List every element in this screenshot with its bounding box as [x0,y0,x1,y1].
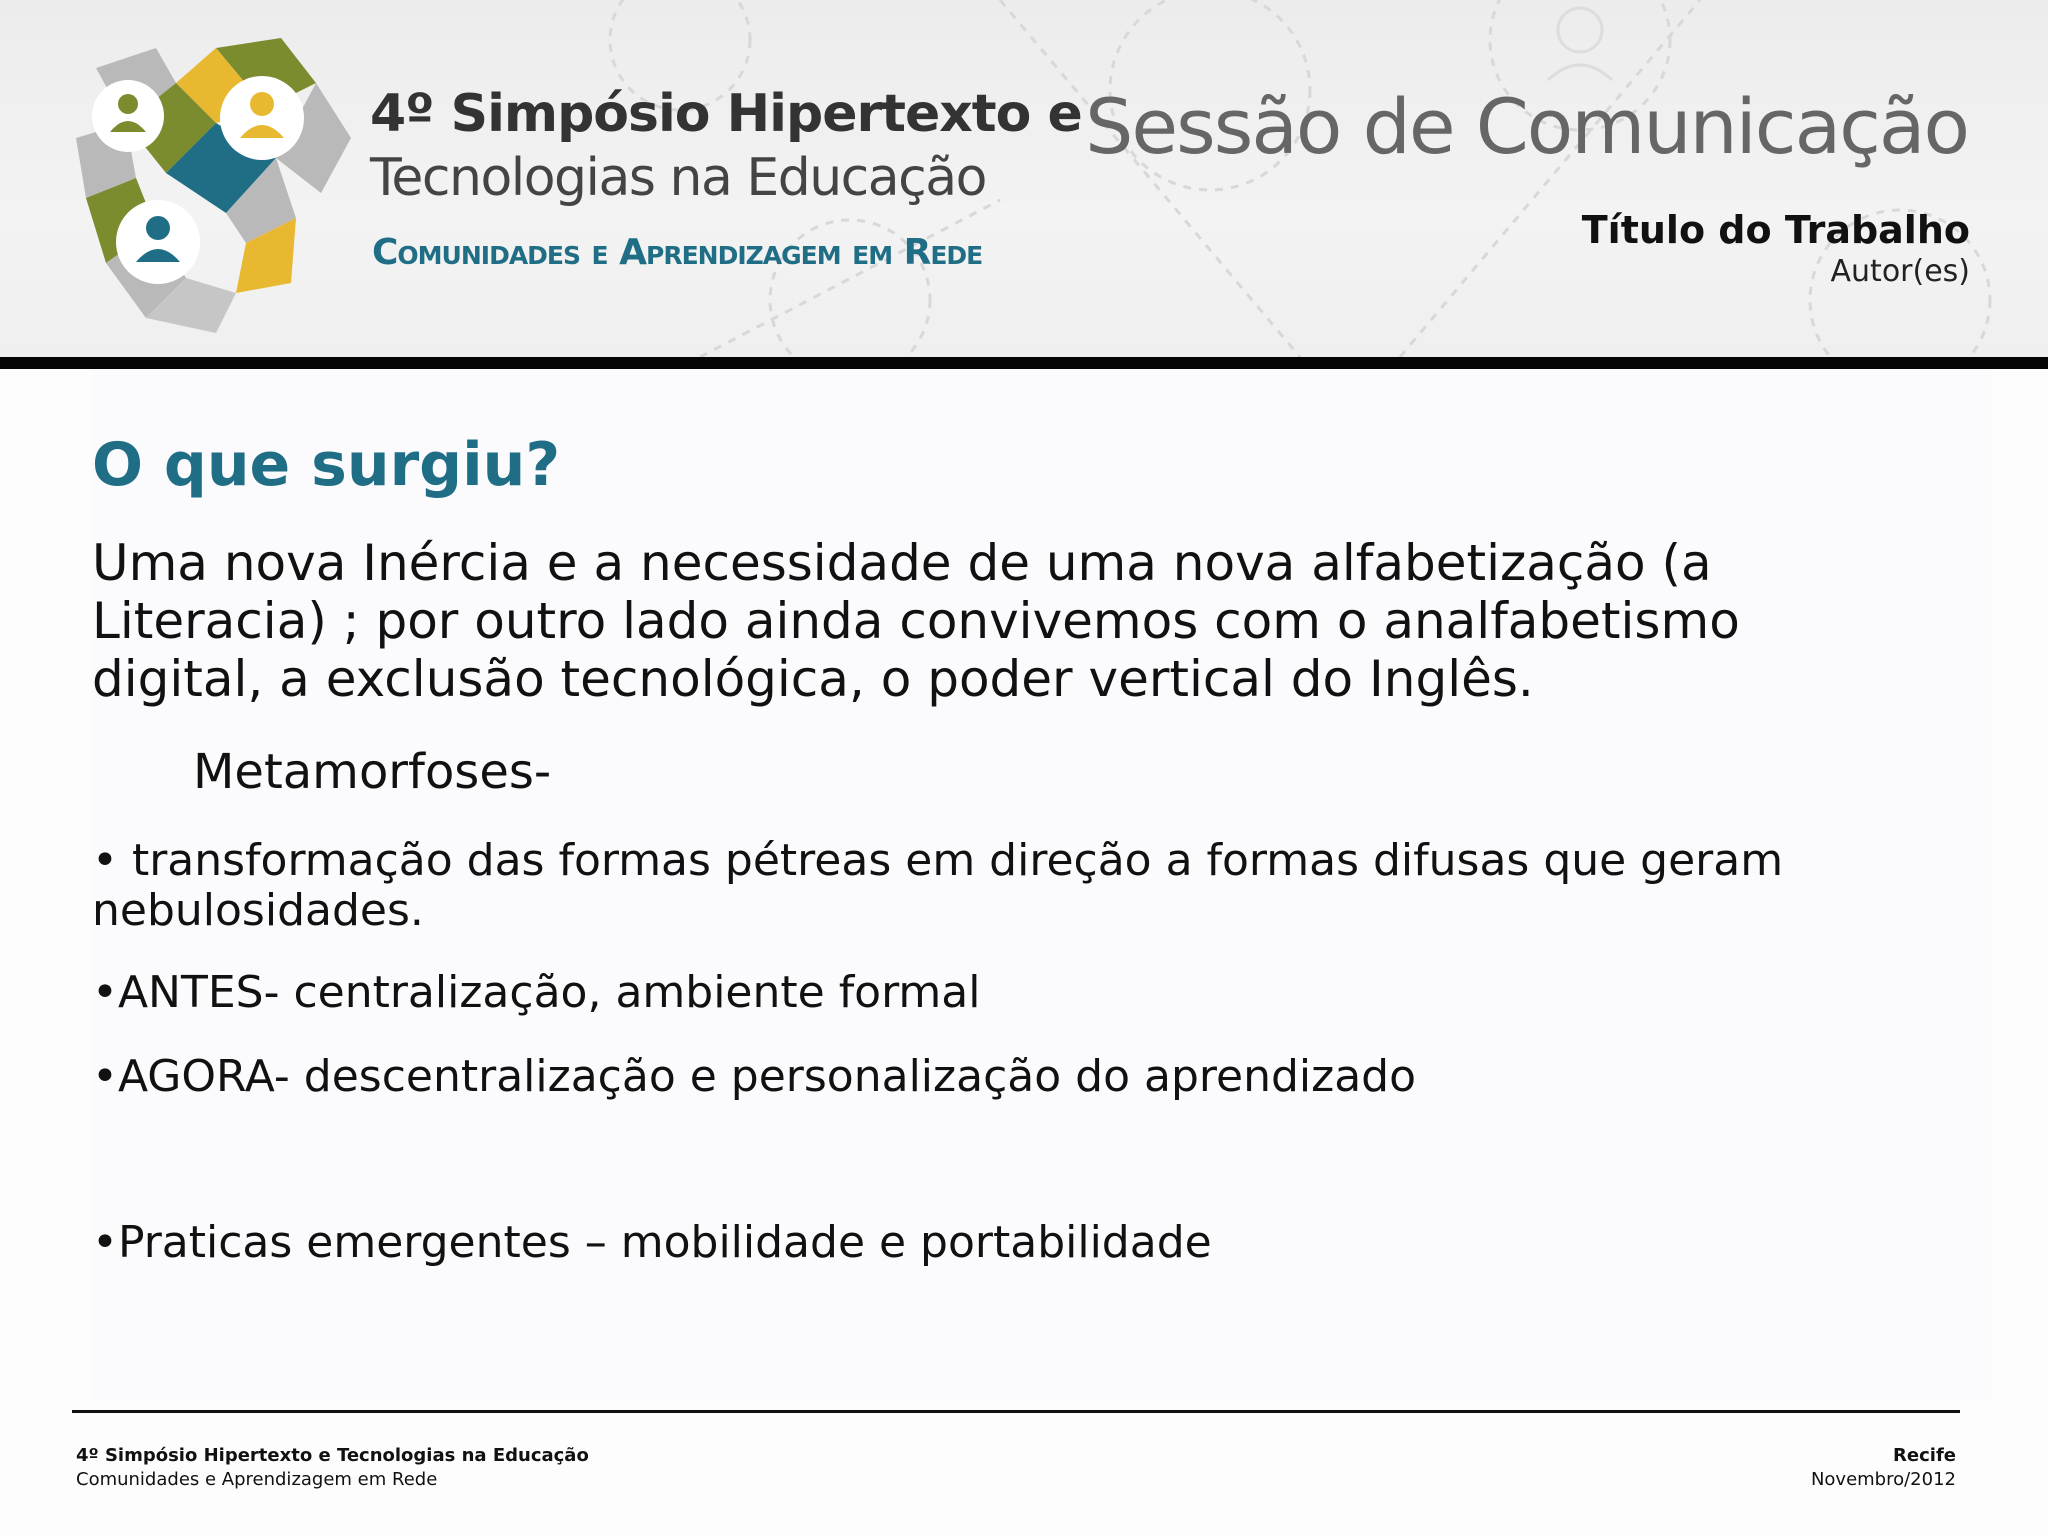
bullet-item: •ANTES- centralização, ambiente formal [92,967,981,1018]
conference-subtitle: Tecnologias na Educação [370,148,986,208]
intro-line: Uma nova Inércia e a necessidade de uma nova alfabetização (a [92,534,1712,592]
bullet-text-line: • transformação das formas pétreas em direção a formas difusas que geram [92,835,1784,886]
work-title: Título do Trabalho [1581,208,1970,252]
bullet-item: •Praticas emergentes – mobilidade e portabilidade [92,1217,1212,1268]
conference-title: 4º Simpósio Hipertexto e [370,84,1082,144]
footer-city: Recife [1893,1445,1956,1466]
footer-right [1811,1444,1956,1492]
intro-paragraph [92,534,1952,708]
footer-date: Novembro/2012 [1810,1469,1956,1490]
authors: Autor(es) [1830,254,1970,289]
intro-line: Literacia) ; por outro lado ainda convivemos com o analfabetismo [92,592,1740,650]
intro-line: digital, a exclusão tecnológica, o poder vertical do Inglês. [92,650,1534,708]
session-title: Sessão de Comunicação [1085,82,1968,171]
header-divider-bar [0,357,2048,369]
slide-header [0,0,2048,357]
slide-heading: O que surgiu? [92,430,561,500]
conference-logo [66,28,366,338]
subheading-metamorphoses: Metamorfoses- [193,744,552,800]
footer-divider [72,1410,1960,1413]
footer-conference-subtitle: Comunidades e Aprendizagem em Rede [76,1469,438,1490]
bullet-text-line: nebulosidades. [92,885,424,936]
footer-left [76,1444,589,1492]
conference-tagline: Comunidades e Aprendizagem em Rede [372,232,983,273]
footer-conference-title: 4º Simpósio Hipertexto e Tecnologias na Educação [76,1445,589,1466]
bullet-item [92,836,1783,936]
bullet-item: •AGORA- descentralização e personalização do aprendizado [92,1051,1417,1102]
